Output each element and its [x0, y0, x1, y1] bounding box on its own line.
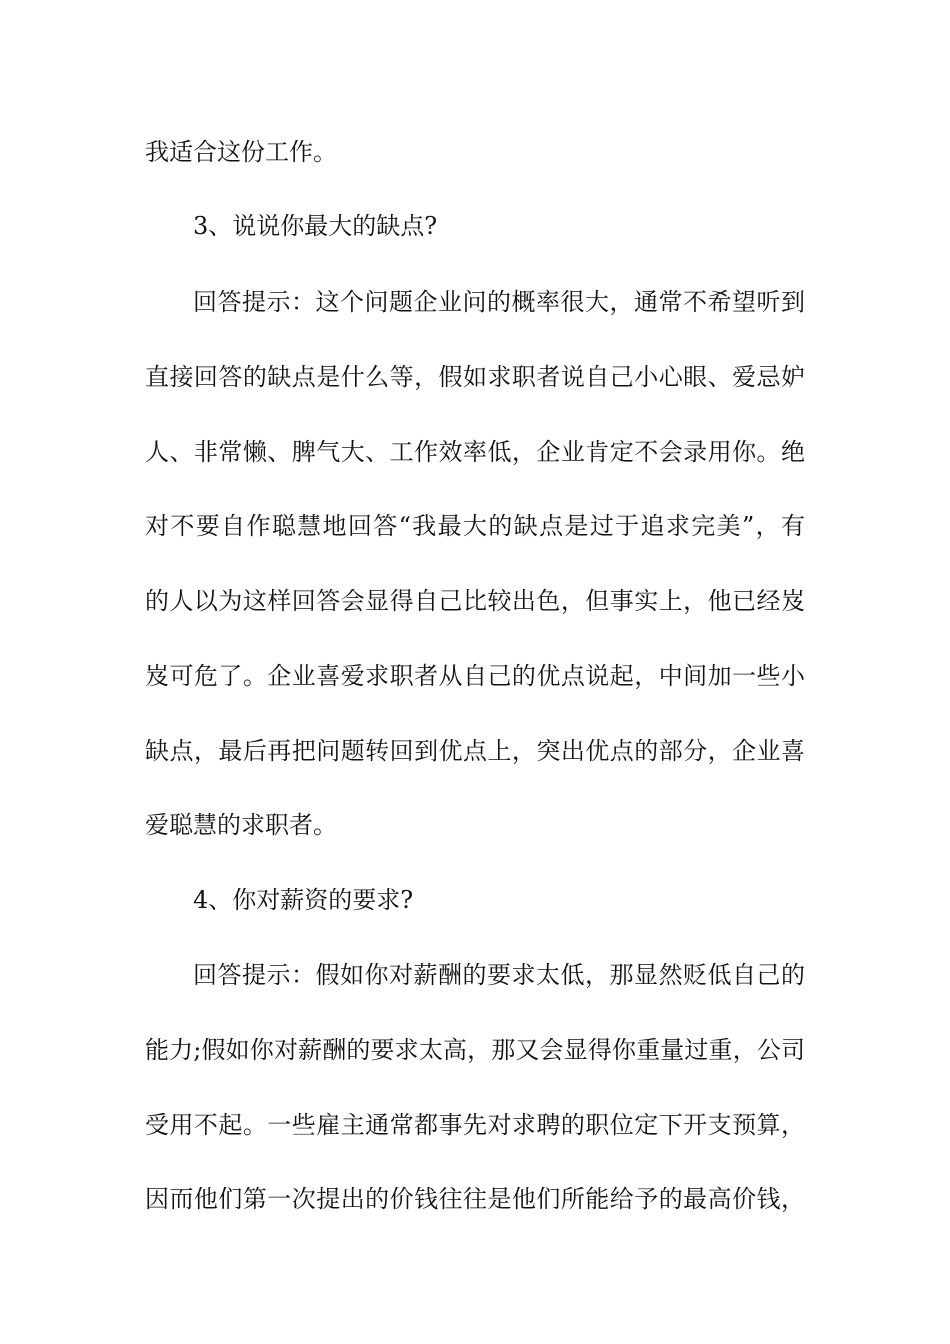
text-line: 能力;假如你对薪酬的要求太高，那又会显得你重量过重，公司	[145, 1036, 805, 1064]
text-line: 缺点，最后再把问题转回到优点上，突出优点的部分，企业喜	[145, 737, 805, 765]
text-line: 受用不起。一些雇主通常都事先对求聘的职位定下开支预算，	[145, 1111, 805, 1139]
text-line: 的人以为这样回答会显得自己比较出色，但事实上，他已经岌	[145, 587, 805, 615]
text-line: 回答提示：假如你对薪酬的要求太低，那显然贬低自己的	[193, 961, 805, 989]
question-heading: 3、说说你最大的缺点?	[193, 212, 438, 240]
text-line: 爱聪慧的求职者。	[145, 811, 337, 839]
text-line: 回答提示：这个问题企业问的概率很大，通常不希望听到	[193, 288, 805, 316]
text-line: 人、非常懒、脾气大、工作效率低，企业肯定不会录用你。绝	[145, 438, 805, 466]
text-line: 我适合这份工作。	[145, 138, 337, 166]
text-line: 岌可危了。企业喜爱求职者从自己的优点说起，中间加一些小	[145, 662, 805, 690]
text-line: 对不要自作聪慧地回答“我最大的缺点是过于追求完美”，有	[145, 512, 805, 540]
text-line: 直接回答的缺点是什么等，假如求职者说自己小心眼、爱忌妒	[145, 363, 805, 391]
question-heading: 4、你对薪资的要求?	[193, 886, 414, 914]
text-line: 因而他们第一次提出的价钱往往是他们所能给予的最高价钱，	[145, 1185, 805, 1213]
